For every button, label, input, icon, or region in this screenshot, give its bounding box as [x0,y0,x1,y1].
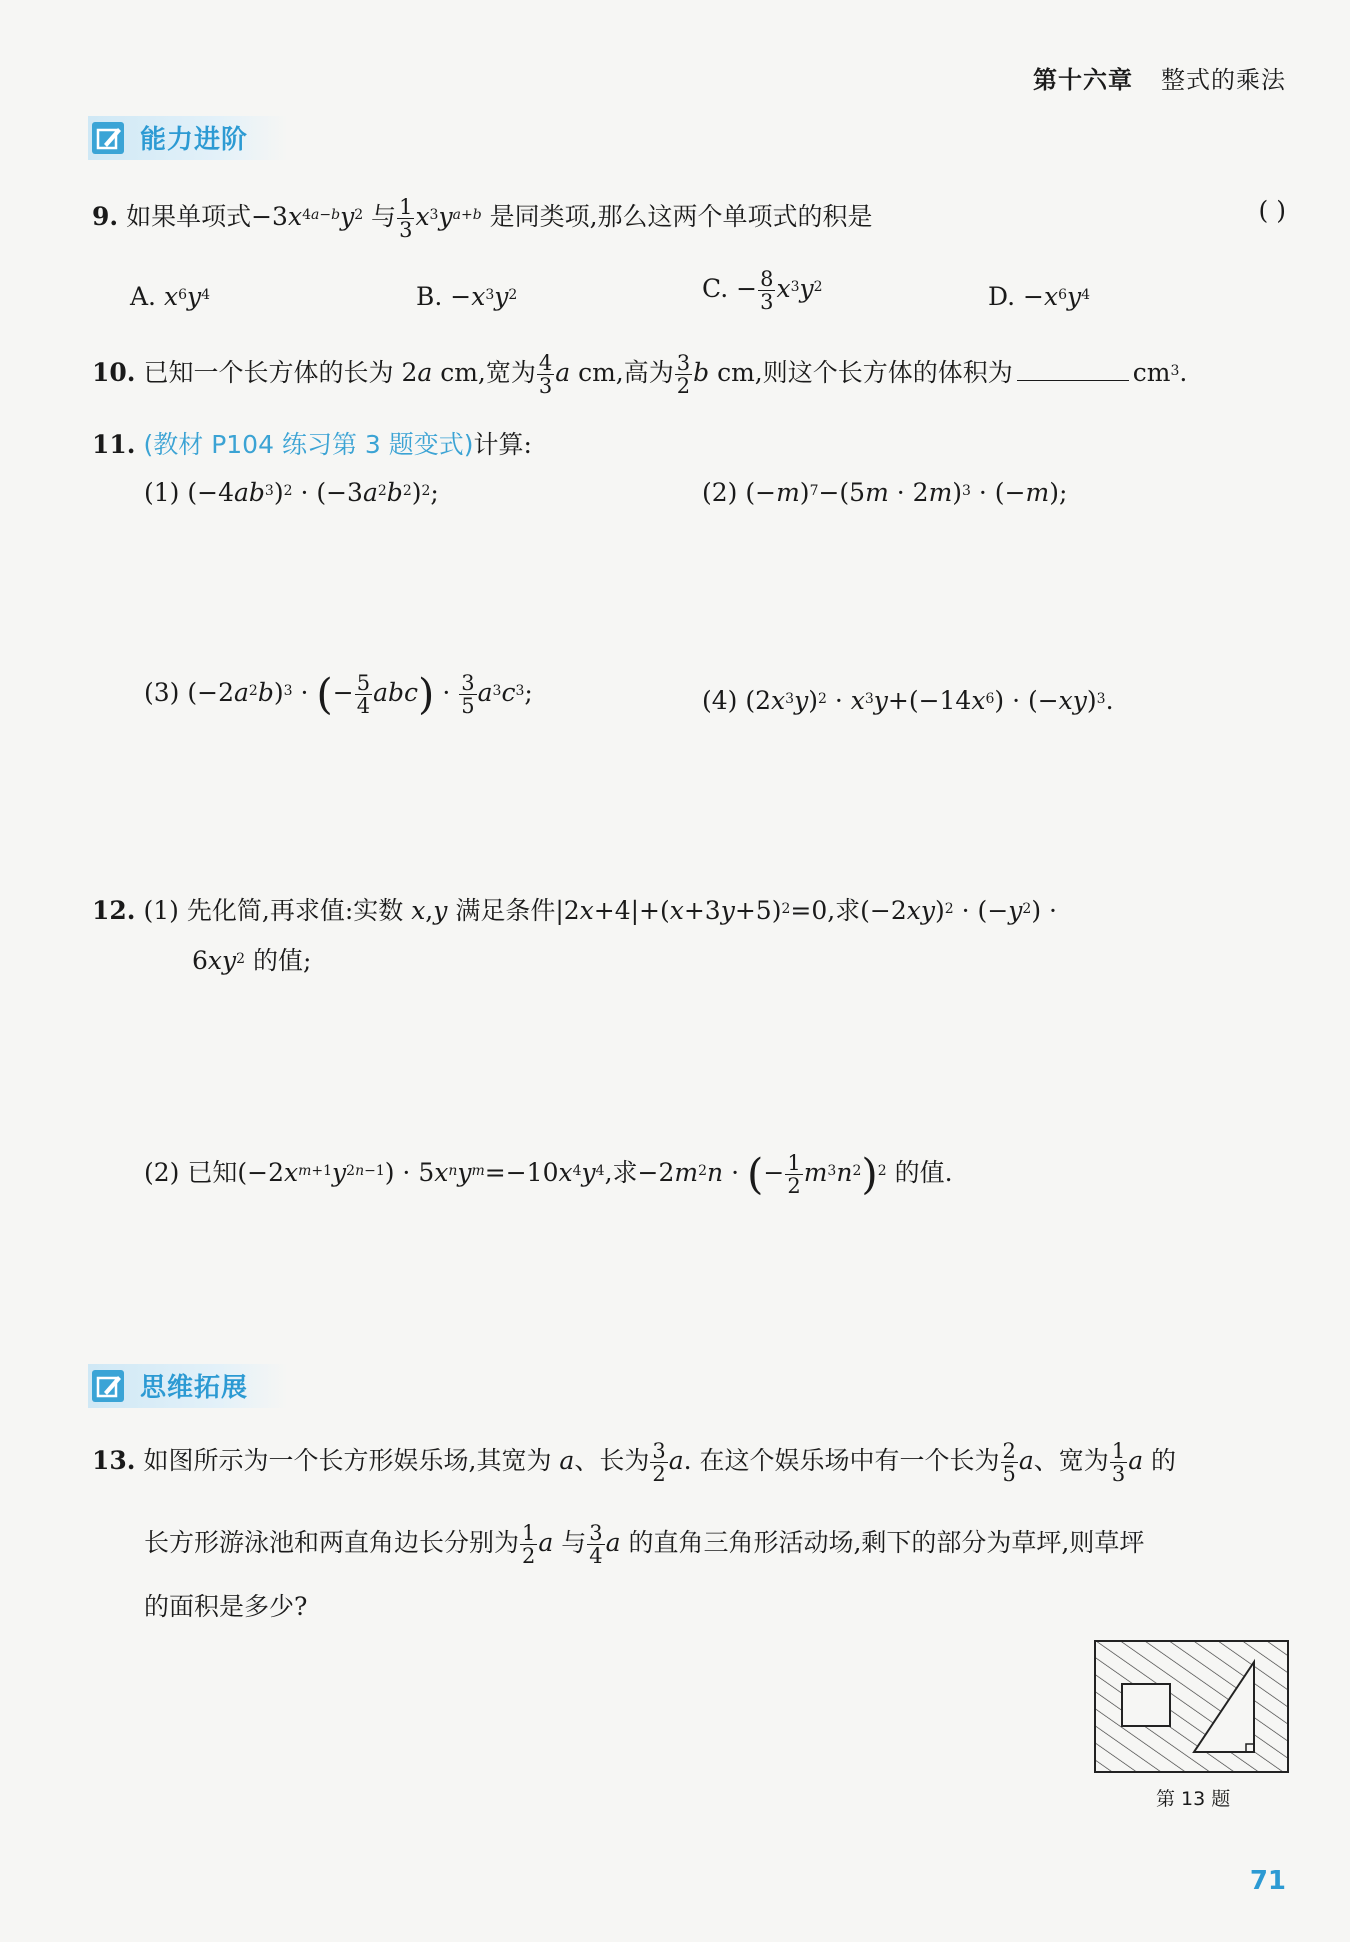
option-b: B. $-x^3y^2$ [416,282,518,311]
question-13: 13. 如图所示为一个长方形娱乐场,其宽为 a、长为 $\frac{3}{2}$ a. 在这个娱乐场中有一个长为 $\frac{2}{5}$ a、宽为 $\frac{1}{3}$ a 的 [92,1439,1177,1487]
sub-question-11-1: (1) $(-4ab^3)^2 \cdot (-3a^2b^2)^2$; [144,478,439,507]
question-12: 12. (1) 先化简,再求值:实数 x,y 满足条件$|2x+4|+(x+3y+5)^2=0$,求$(-2xy)^2 \cdot (-y^2)$ · [92,896,1057,925]
figure-13-diagram [1094,1640,1290,1776]
section-header-extension [88,1364,288,1408]
pencil-icon [92,122,124,154]
sub-label: (2) [144,1158,180,1188]
pencil-icon [92,1370,124,1402]
sub-label: (1) [143,896,179,925]
question-9: 9. 如果单项式$-3x^{4a-b}y^2$ 与 $\frac{1}{3}$ $x^3y^{a+b}$ 是同类项,那么这两个单项式的积是 [92,195,873,243]
answer-bracket: ( ) [1258,196,1286,225]
option-label: A. [130,282,157,311]
question-number: 10. [92,358,136,388]
option-label: C. [702,274,729,304]
option-label: D. [988,282,1016,311]
unit: cm [1132,358,1171,388]
section-title: 能力进阶 [140,125,249,155]
question-11 [92,430,532,460]
question-instruction: 计算: [473,430,532,459]
sub-label: (4) [702,686,738,715]
answer-blank [1017,380,1129,381]
question-13-line-3: 的面积是多少? [144,1592,308,1621]
question-12-continued: $6xy^2$ 的值; [192,946,312,975]
section-header-advanced [88,116,288,160]
sub-question-11-4: (4) $(2x^3y)^2 \cdot x^3y+(-14x^6) \cdot (-xy)^3$. [702,686,1114,715]
option-c: C. − $\frac{8}{3}$ $x^3y^2$ [702,267,823,315]
pool-rect [1122,1684,1170,1726]
page-number: 71 [1249,1866,1286,1896]
question-number: 11. [92,430,136,459]
option-label: B. [416,282,443,311]
question-number: 9. [92,202,119,232]
figure-caption: 第 13 题 [1156,1788,1231,1810]
sub-label: (2) [702,478,738,507]
question-10: 10. 已知一个长方体的长为 2a cm,宽为 $\frac{4}{3}$ a cm,高为 $\frac{3}{2}$ b cm,则这个长方体的体积为 $cm^3$. [92,351,1188,399]
question-number: 12. [92,896,136,925]
option-a: A. $x^6y^4$ [130,282,211,311]
chapter-label: 第十六章 [1033,66,1133,94]
textbook-reference: (教材 P104 练习第 3 题变式) [143,430,474,459]
sub-question-11-3: (3) $(-2a^2b)^3$ · (− $\frac{5}{4}$ abc) · $\frac{3}{5}$ $a^3c^3$; [144,669,533,719]
sub-label: (3) [144,678,180,708]
sub-question-12-2: (2) 已知$(-2x^{m+1}y^{2n-1}) \cdot 5x^ny^m=-10x^4y^4$,求$-2m^2n$ · (− $\frac{1}{2}$ $m^3n^2)^2$ 的值. [144,1149,953,1199]
chapter-title: 整式的乘法 [1161,66,1286,94]
question-number: 13. [92,1446,136,1476]
question-13-line-2: 长方形游泳池和两直角边长分别为 $\frac{1}{2}$ a 与 $\frac{3}{4}$ a 的直角三角形活动场,剩下的部分为草坪,则草坪 [144,1521,1145,1569]
option-d: D. $-x^6y^4$ [988,282,1091,311]
section-title: 思维拓展 [140,1373,249,1403]
page-header [1033,60,1286,95]
sub-label: (1) [144,478,180,507]
sub-question-11-2: (2) $(-m)^7-(5m \cdot 2m)^3 \cdot (-m)$; [702,478,1068,507]
